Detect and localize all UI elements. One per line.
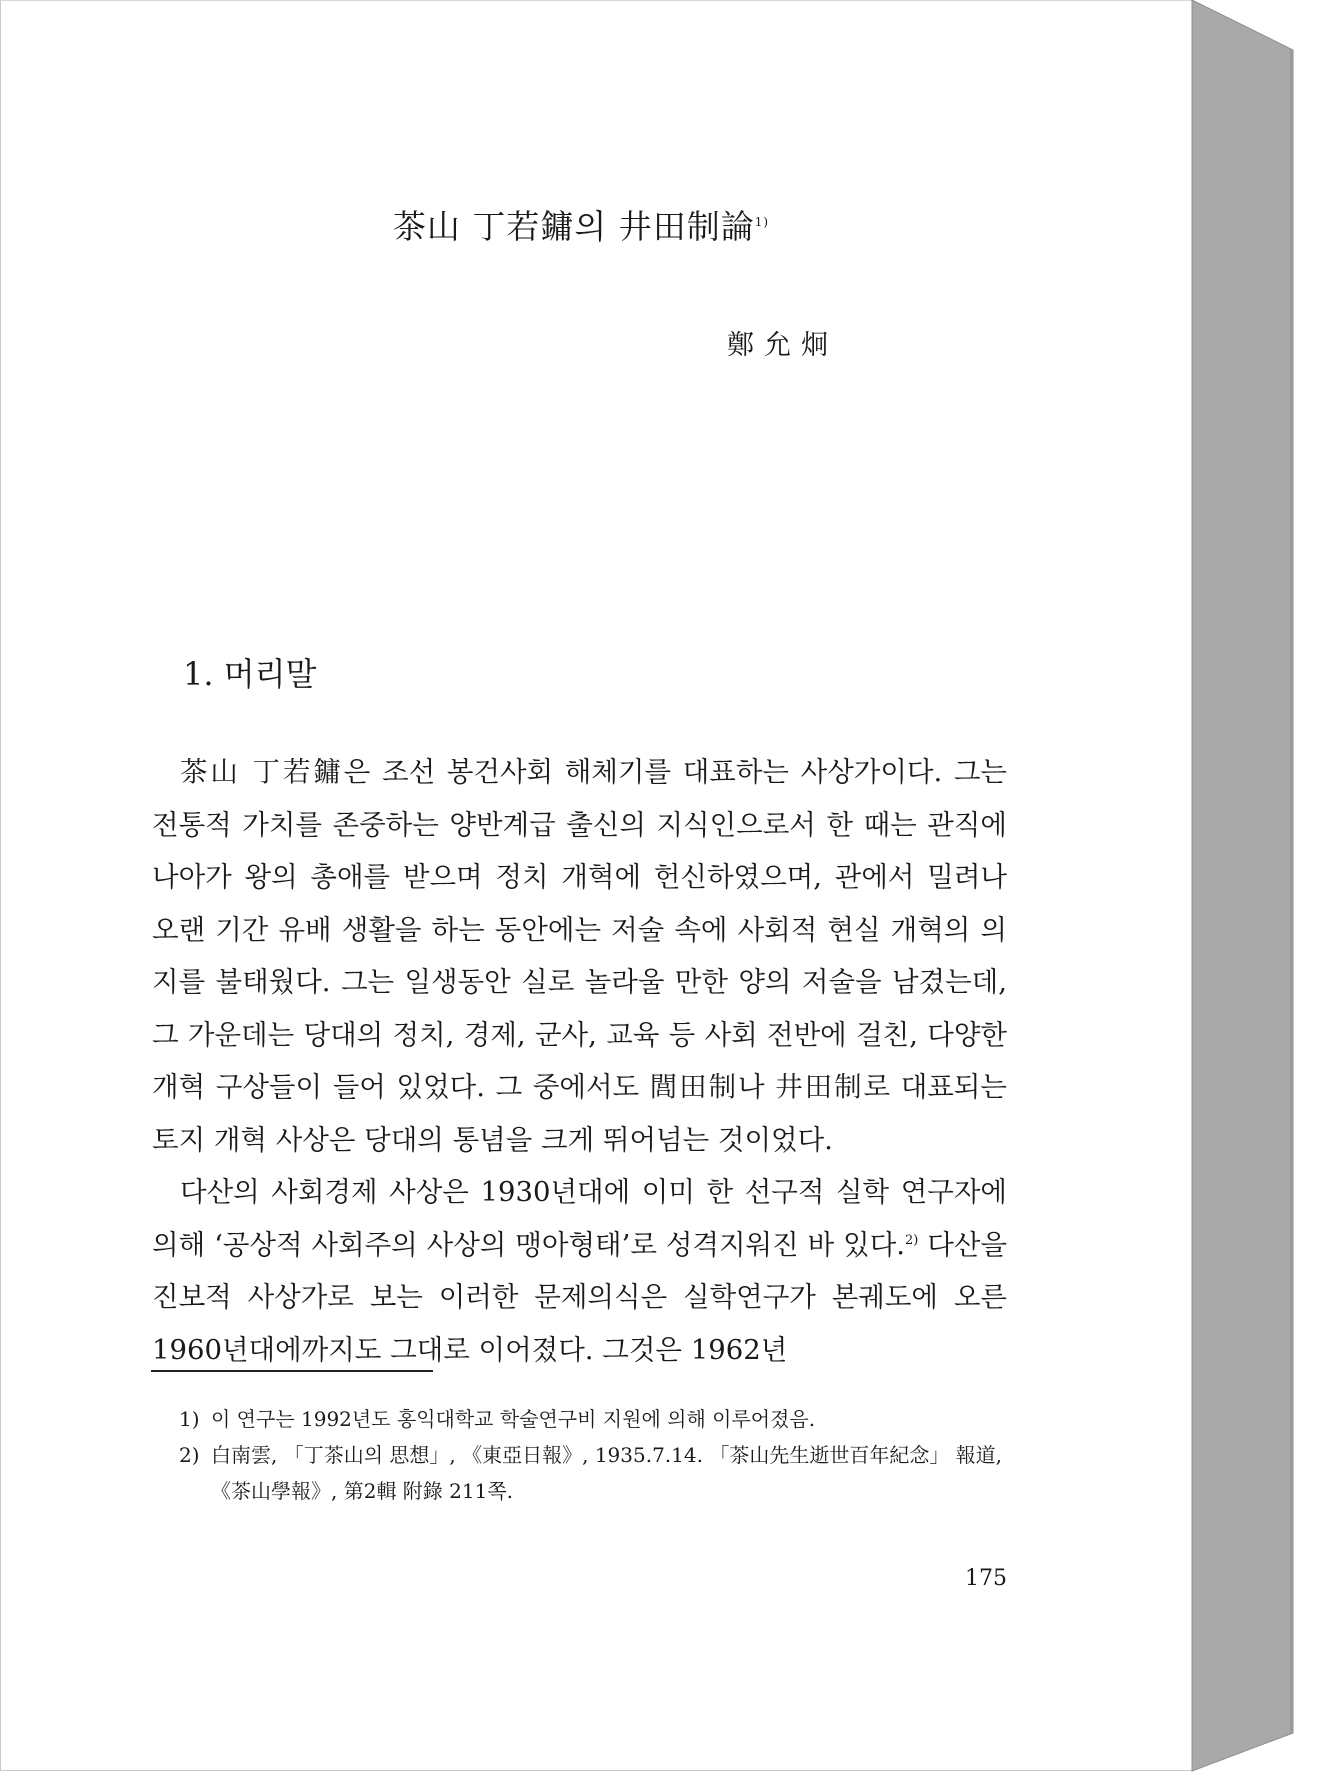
footnote-text: 이 연구는 1992년도 홍익대학교 학술연구비 지원에 의해 이루어졌음. <box>211 1407 816 1431</box>
paragraph-2-part-2: 다산을 진보적 사상가로 보는 이러한 문제의식은 실학연구가 본궤도에 오른 1960년대에까지도 그대로 이어졌다. 그것은 1962년 <box>152 1228 1008 1366</box>
paragraph-1: 茶山 丁若鏞은 조선 봉건사회 해체기를 대표하는 사상가이다. 그는 전통적 가치를 존중하는 양반계급 출신의 지식인으로서 한 때는 관직에 나아가 왕의 총애를 받으며 정치 개혁에 헌신하였으며, 관에서 밀려나 오랜 기간 유배 생활을 하는 동안에는 저술 속에 사회적 현실 개혁의 의지를 불태웠다. 그는 일생동안 실로 놀라울 만한 양의 저술을 남겼는데, 그 가운데는 당대의 정치, 경제, 군사, 교육 등 사회 전반에 걸친, 다양한 개혁 구상들이 들어 있었다. 그 중에서도 閭田制나 井田制로 대표되는 토지 개혁 사상은 당대의 통념을 크게 뛰어넘는 것이었다. <box>152 756 1007 1156</box>
title-footnote-marker[interactable]: 1) <box>754 215 770 229</box>
page-number: 175 <box>965 1566 1007 1591</box>
footnote-marker-2[interactable]: 2) <box>905 1232 919 1248</box>
footnote-number: 1) <box>179 1407 200 1431</box>
section-heading: 1. 머리말 <box>183 655 317 693</box>
article-title-text: 茶山 丁若鏞의 井田制論 <box>392 207 755 246</box>
footnote-text: 白南雲, 「丁茶山의 思想」, 《東亞日報》, 1935.7.14. 「茶山先生逝世百年紀念」 報道, 《茶山學報》, 第2輯 附錄 211쪽. <box>211 1443 1003 1503</box>
author-name: 鄭允炯 <box>727 330 838 361</box>
footnote-number: 2) <box>179 1443 200 1467</box>
paragraph-2-part-1: 다산의 사회경제 사상은 1930년대에 이미 한 선구적 실학 연구자에 의해 ‘공상적 사회주의 사상의 맹아형태’로 성격지워진 바 있다. <box>152 1176 1007 1261</box>
